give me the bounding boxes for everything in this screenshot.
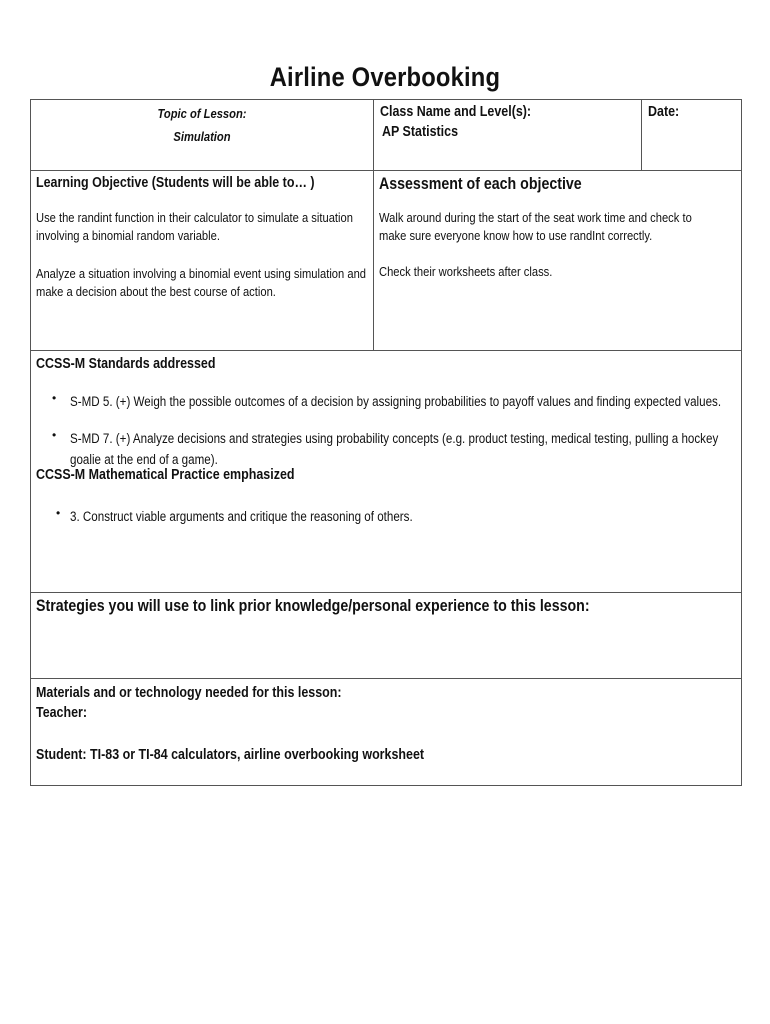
standards-list: [36, 391, 736, 470]
bullet-icon: •: [56, 506, 61, 520]
objectives-row: [31, 171, 742, 351]
class-value: AP Statistics: [382, 124, 459, 140]
standard-2: S-MD 7. (+) Analyze decisions and strategies using probability concepts (e.g. product testing, medical testing, pulling a hockey goalie at the end of a game).: [70, 431, 719, 467]
learning-objective-cell: [31, 171, 374, 351]
class-cell: [374, 100, 642, 171]
assessment-1: Walk around during the start of the seat work time and check to make sure everyone know how to use randInt correctly.: [379, 210, 692, 243]
standards-header: CCSS-M Standards addressed: [36, 356, 216, 372]
bullet-icon: •: [52, 391, 57, 405]
materials-teacher: Teacher:: [36, 705, 88, 721]
topic-cell: [31, 100, 374, 171]
date-label: Date:: [648, 104, 680, 120]
assessment-header: Assessment of each objective: [379, 175, 582, 193]
bullet-icon: •: [52, 428, 57, 442]
standards-row: [31, 351, 742, 593]
strategies-cell: [31, 593, 742, 679]
document-title: Airline Overbooking: [269, 62, 501, 92]
practice-header: CCSS-M Mathematical Practice emphasized: [36, 467, 295, 483]
materials-student: Student: TI-83 or TI-84 calculators, airline overbooking worksheet: [36, 747, 425, 763]
learning-objective-header: Learning Objective (Students will be able to… ): [36, 175, 315, 191]
assessment-2: Check their worksheets after class.: [379, 264, 553, 279]
list-item: [36, 506, 736, 527]
class-label: Class Name and Level(s):: [380, 104, 532, 120]
objective-2: Analyze a situation involving a binomial event using simulation and make a decision about the best course of action.: [36, 266, 367, 299]
practice-list: [36, 506, 736, 527]
standards-cell: [31, 351, 742, 593]
practice-1: 3. Construct viable arguments and critique the reasoning of others.: [70, 509, 413, 524]
assessment-cell: [374, 171, 742, 351]
objective-1: Use the randint function in their calculator to simulate a situation involving a binomial random variable.: [36, 210, 353, 243]
materials-row: [31, 679, 742, 786]
topic-value: Simulation: [173, 129, 231, 144]
standard-1: S-MD 5. (+) Weigh the possible outcomes of a decision by assigning probabilities to payoff values and finding expected values.: [70, 394, 722, 409]
header-row: [31, 100, 742, 171]
materials-cell: [31, 679, 742, 786]
strategies-header: Strategies you will use to link prior knowledge/personal experience to this lesson:: [36, 597, 590, 615]
strategies-row: [31, 593, 742, 679]
materials-header: Materials and or technology needed for this lesson:: [36, 685, 342, 701]
list-item: [36, 391, 736, 412]
topic-label: Topic of Lesson:: [157, 106, 247, 121]
date-cell: [642, 100, 742, 171]
lesson-plan-table: [30, 99, 742, 786]
